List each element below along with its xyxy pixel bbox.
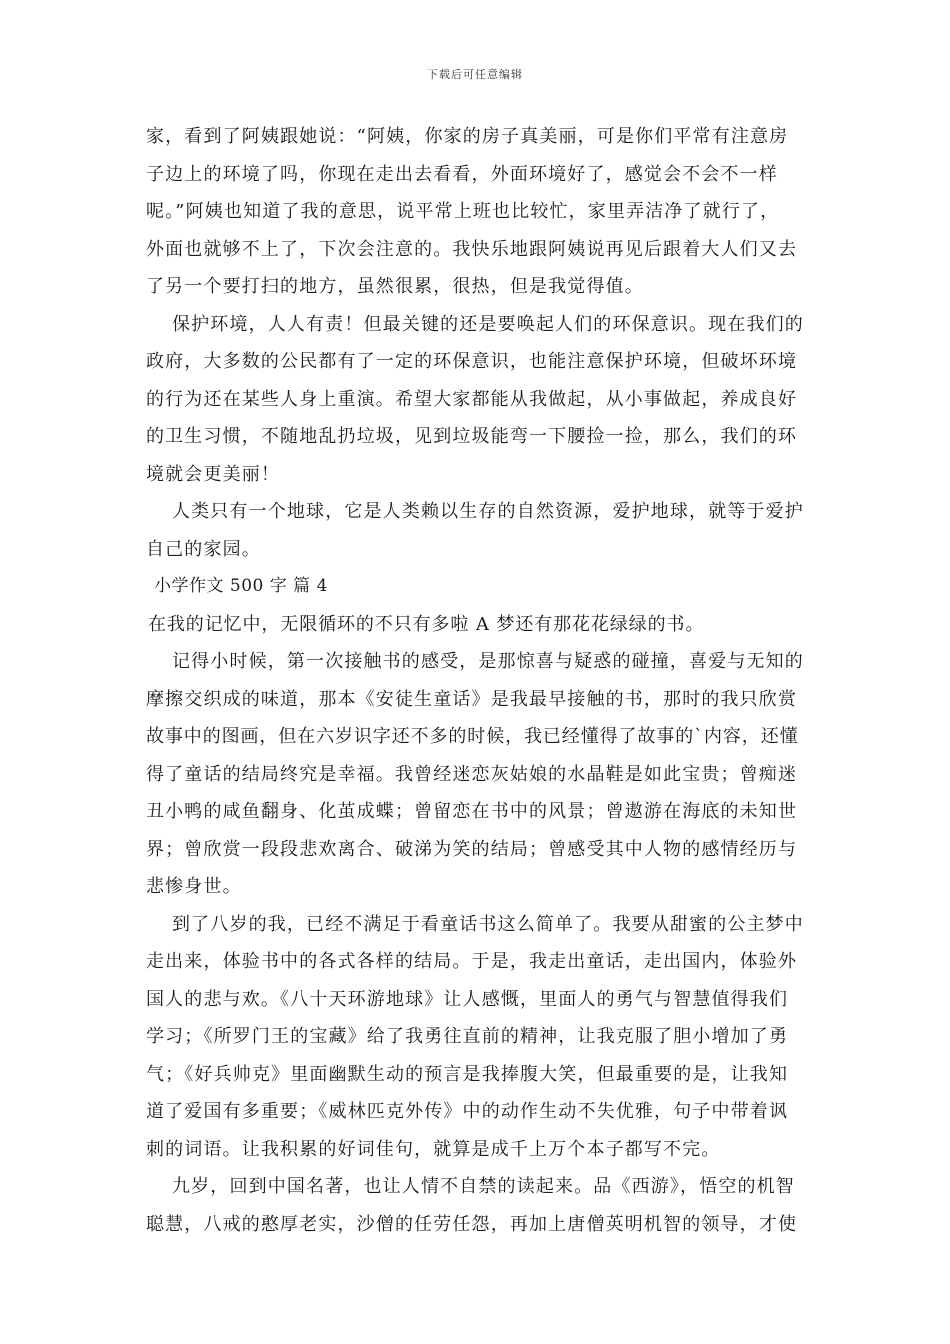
paragraph-start-line: 九岁，回到中国名著，也让人情不自禁的读起来。品《西游》，悟空的机智 xyxy=(172,1176,795,1197)
text-line: 气；《好兵帅克》里面幽默生动的预言是我捧腹大笑，但最重要的是，让我知 xyxy=(146,1063,789,1085)
text-line: 的卫生习惯，不随地乱扔垃圾，见到垃圾能弯一下腰捡一捡，那么，我们的环 xyxy=(146,426,798,447)
text-line: 悲惨身世。 xyxy=(146,876,242,897)
text-line: 道了爱国有多重要；《威林匹克外传》中的动作生动不失优雅，句子中带着讽 xyxy=(146,1101,789,1122)
text-line: 自己的家园。 xyxy=(146,538,261,560)
text-line: 家，看到了阿姨跟她说：“阿姨，你家的房子真美丽，可是你们平常有注意房 xyxy=(146,126,789,147)
text-line: 了另一个要打扫的地方，虽然很累，很热，但是我觉得值。 xyxy=(146,276,644,297)
text-line: 的行为还在某些人身上重演。希望大家都能从我做起，从小事做起，养成良好 xyxy=(146,388,798,410)
text-line: 外面也就够不上了，下次会注意的。我快乐地跟阿姨说再见后跟着大人们又去 xyxy=(146,238,798,260)
text-line: 刺的词语。让我积累的好词佳句，就算是成千上万个本子都写不完。 xyxy=(146,1138,721,1160)
text-line: 界；曾欣赏一段段悲欢离合、破涕为笑的结局；曾感受其中人物的感情经历与 xyxy=(146,838,798,860)
text-line: 走出来，体验书中的各式各样的结局。于是，我走出童话，走出国内，体验外 xyxy=(146,951,798,972)
text-line: 呢。”阿姨也知道了我的意思，说平常上班也比较忙，家里弄洁净了就行了， xyxy=(146,201,780,222)
text-line: 聪慧，八戒的憨厚老实，沙僧的任劳任怨，再加上唐僧英明机智的领导，才使 xyxy=(146,1213,798,1235)
paragraph-start-line: 人类只有一个地球，它是人类赖以生存的自然资源，爱护地球，就等于爱护 xyxy=(172,501,804,522)
text-line: 得了童话的结局终究是幸福。我曾经迷恋灰姑娘的水晶鞋是如此宝贵；曾痴迷 xyxy=(146,763,798,785)
text-line: 境就会更美丽！ xyxy=(146,463,281,485)
paragraph-start-line: 保护环境，人人有责！但最关键的还是要唤起人们的环保意识。现在我们的 xyxy=(172,313,804,335)
text-line: 政府，大多数的公民都有了一定的环保意识，也能注意保护环境，但破坏环境 xyxy=(146,351,798,372)
paragraph-start-line: 在我的记忆中，无限循环的不只有多啦 A 梦还有那花花绿绿的书。 xyxy=(148,613,705,635)
text-line: 国人的悲与欢。《八十天环游地球》让人感慨，里面人的勇气与智慧值得我们 xyxy=(146,988,789,1010)
page-header: 下载后可任意编辑 xyxy=(427,68,523,81)
section-heading: 小学作文 500 字 篇 4 xyxy=(154,576,328,596)
document-body xyxy=(146,118,810,1243)
text-line: 丑小鸭的咸鱼翻身、化茧成蝶；曾留恋在书中的风景；曾遨游在海底的未知世 xyxy=(146,801,798,822)
text-line: 摩擦交织成的味道，那本《安徒生童话》是我最早接触的书，那时的我只欣赏 xyxy=(146,688,798,710)
paragraph-start-line: 到了八岁的我，已经不满足于看童话书这么简单了。我要从甜蜜的公主梦中 xyxy=(172,913,804,935)
paragraph-start-line: 记得小时候，第一次接触书的感受，是那惊喜与疑惑的碰撞，喜爱与无知的 xyxy=(172,651,804,672)
text-line: 故事中的图画，但在六岁识字还不多的时候，我已经懂得了故事的`内容，还懂 xyxy=(146,726,799,747)
text-line: 子边上的环境了吗，你现在走出去看看，外面环境好了，感觉会不会不一样 xyxy=(146,163,778,185)
text-line: 学习；《所罗门王的宝藏》给了我勇往直前的精神，让我克服了胆小增加了勇 xyxy=(146,1026,789,1047)
